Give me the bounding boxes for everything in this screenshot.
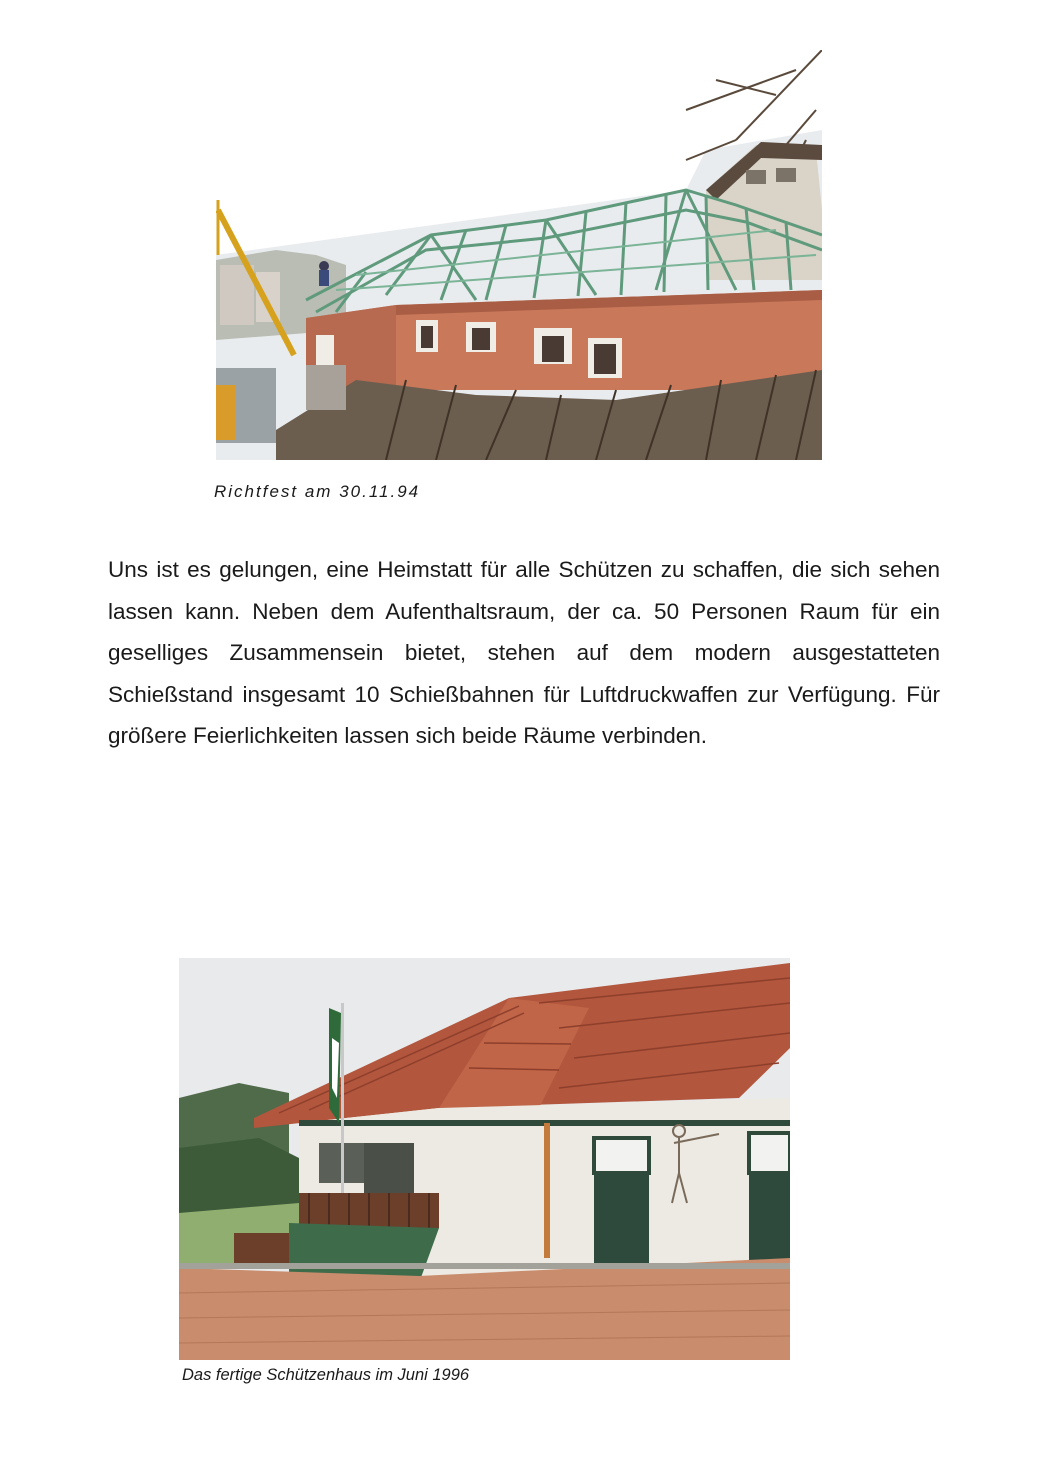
top-photo-caption: Richtfest am 30.11.94 <box>214 482 421 501</box>
body-paragraph: Uns ist es gelungen, eine Heimstatt für alle Schützen zu schaffen, die sich sehen lassen kann. Neben dem Aufenthaltsraum, der ca. 50 Personen Raum für ein geselliges Zusammensein bietet, stehen auf dem modern ausgestatteten Schießstand insgesamt 10 Schießbahnen für Luftdruckwaffen zur Verfügung. Für größere Feierlichkeiten lassen sich beide Räume verbinden. <box>108 557 940 748</box>
roof-truss-construction-photo <box>216 50 822 460</box>
bottom-photo-caption: Das fertige Schützenhaus im Juni 1996 <box>182 1366 470 1384</box>
finished-clubhouse-photo <box>179 958 790 1360</box>
